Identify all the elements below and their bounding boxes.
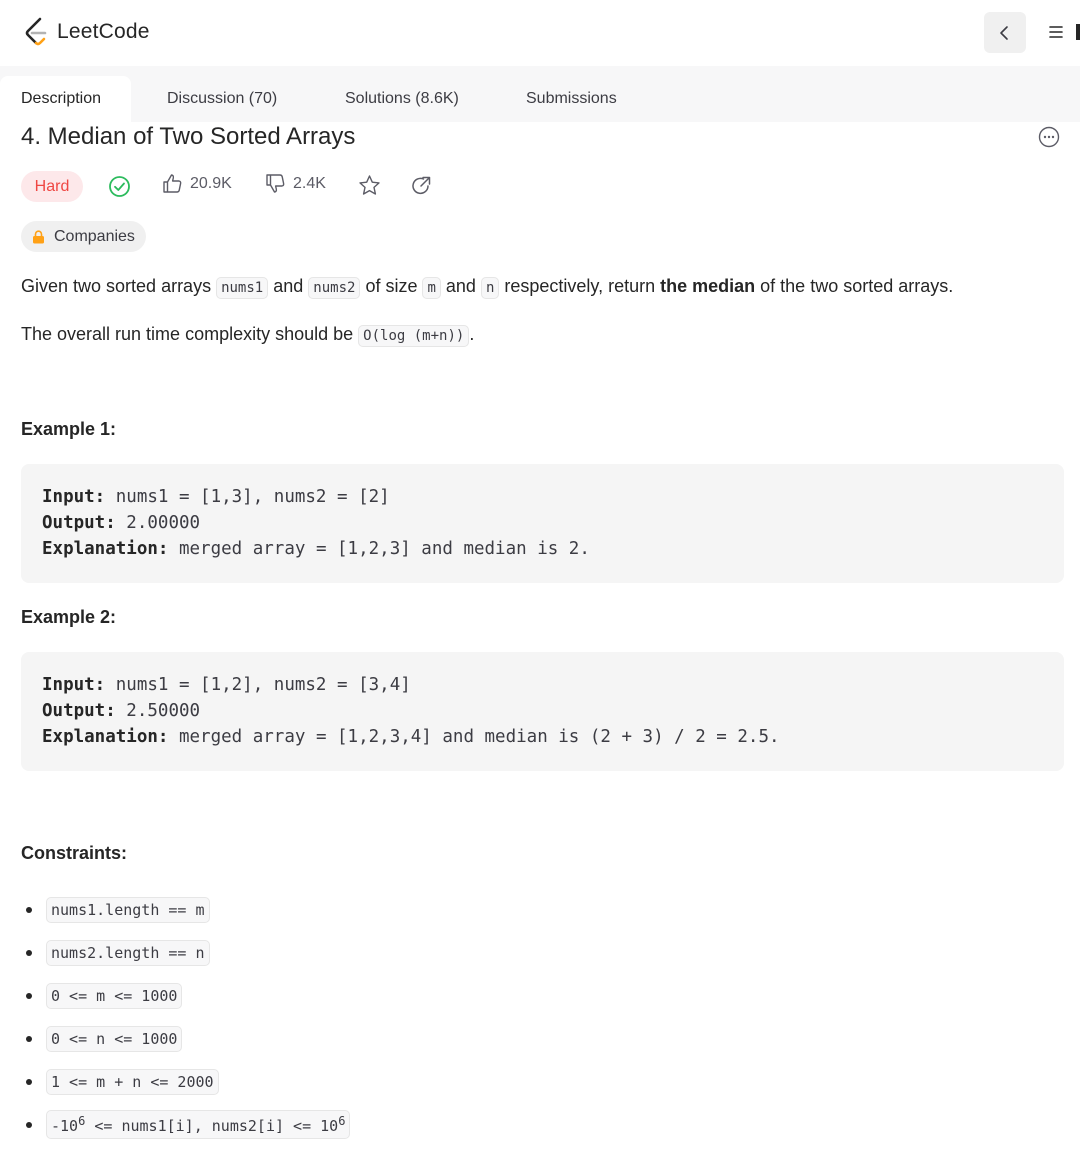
input-value: nums1 = [1,2], nums2 = [3,4]	[105, 675, 411, 695]
code-n: n	[481, 277, 499, 299]
more-icon[interactable]	[1038, 126, 1060, 148]
bold-median: the median	[660, 276, 756, 296]
constraint-item	[21, 1060, 350, 1103]
difficulty-badge: Hard	[21, 171, 83, 202]
companies-label: Companies	[54, 227, 135, 245]
code-nums2: nums2	[308, 277, 360, 299]
bullet	[26, 950, 32, 956]
bullet	[26, 1079, 32, 1085]
lock-icon	[32, 230, 45, 244]
output-label: Output:	[42, 513, 116, 533]
input-label: Input:	[42, 675, 106, 695]
constraints-heading: Constraints:	[21, 843, 128, 863]
tab-bar	[0, 66, 1080, 122]
tab-submissions[interactable]: Submissions	[526, 90, 617, 107]
leetcode-logo-icon	[24, 17, 48, 47]
chevron-left-icon	[998, 25, 1012, 41]
likes-count: 20.9K	[190, 174, 232, 192]
text: respectively, return	[499, 276, 661, 296]
output-label: Output:	[42, 701, 116, 721]
constraint-item	[21, 888, 350, 931]
tab-discussion[interactable]: Discussion (70)	[167, 90, 278, 107]
text: -10	[51, 1117, 79, 1135]
dislikes-count: 2.4K	[293, 174, 326, 192]
output-value: 2.00000	[115, 513, 201, 533]
explanation-label: Explanation:	[42, 727, 169, 747]
example-line	[42, 698, 1043, 724]
example-line	[42, 672, 1043, 698]
back-button[interactable]	[984, 12, 1026, 53]
leetcode-logo[interactable]	[24, 15, 150, 49]
input-value: nums1 = [1,3], nums2 = [2]	[105, 487, 390, 507]
constraint-item	[21, 1017, 350, 1060]
star-icon[interactable]	[358, 174, 381, 197]
constraint-item	[21, 1103, 350, 1146]
code-nums1: nums1	[216, 277, 268, 299]
check-circle-icon	[108, 175, 131, 198]
explanation-value: merged array = [1,2,3,4] and median is (2 + 3) / 2 = 2.5.	[168, 727, 780, 747]
explanation-value: merged array = [1,2,3] and median is 2.	[168, 539, 590, 559]
thumbs-down-icon	[265, 173, 286, 194]
top-bar	[0, 0, 1080, 66]
bullet	[26, 1122, 32, 1128]
text: of the two sorted arrays.	[755, 276, 954, 296]
constraint-code: 0 <= n <= 1000	[46, 1026, 182, 1052]
code-m: m	[422, 277, 440, 299]
superscript: 6	[338, 1114, 346, 1128]
constraint-code: 0 <= m <= 1000	[46, 983, 182, 1009]
example-line	[42, 510, 1043, 536]
example-1-block	[21, 464, 1064, 583]
example-line	[42, 536, 1043, 562]
text: and	[268, 276, 309, 296]
text: The overall run time complexity should be	[21, 324, 359, 344]
description-paragraph-1	[21, 273, 953, 301]
like-button[interactable]	[162, 173, 232, 194]
example-line	[42, 484, 1043, 510]
share-icon[interactable]	[410, 175, 432, 197]
example-2-heading: Example 2:	[21, 607, 117, 627]
constraint-code	[46, 1110, 350, 1139]
text: .	[469, 324, 475, 344]
constraint-code: 1 <= m + n <= 2000	[46, 1069, 219, 1095]
text: of size	[360, 276, 423, 296]
constraints-list	[21, 888, 350, 1146]
constraint-item	[21, 931, 350, 974]
constraint-item	[21, 974, 350, 1017]
bullet	[26, 1036, 32, 1042]
example-line	[42, 724, 1043, 750]
description-paragraph-2	[21, 321, 474, 349]
thumbs-up-icon	[162, 173, 183, 194]
dislike-button[interactable]	[265, 173, 326, 194]
bullet	[26, 907, 32, 913]
tab-description[interactable]: Description	[0, 76, 131, 122]
bullet	[26, 993, 32, 999]
problem-title: 4. Median of Two Sorted Arrays	[21, 123, 356, 150]
superscript: 6	[78, 1114, 86, 1128]
avatar-edge[interactable]	[1076, 24, 1080, 40]
constraint-code: nums2.length == n	[46, 940, 210, 966]
constraint-code: nums1.length == m	[46, 897, 210, 923]
input-label: Input:	[42, 487, 106, 507]
example-2-block	[21, 652, 1064, 771]
text: Given two sorted arrays	[21, 276, 217, 296]
tab-solutions[interactable]: Solutions (8.6K)	[345, 90, 459, 107]
app-name: LeetCode	[57, 20, 150, 43]
code-complexity: O(log (m+n))	[358, 325, 469, 347]
example-1-heading: Example 1:	[21, 419, 117, 439]
text: <= nums1[i], nums2[i] <= 10	[85, 1117, 339, 1135]
companies-button[interactable]	[21, 221, 146, 252]
explanation-label: Explanation:	[42, 539, 169, 559]
text: and	[440, 276, 481, 296]
menu-icon[interactable]	[1046, 22, 1066, 42]
output-value: 2.50000	[115, 701, 201, 721]
